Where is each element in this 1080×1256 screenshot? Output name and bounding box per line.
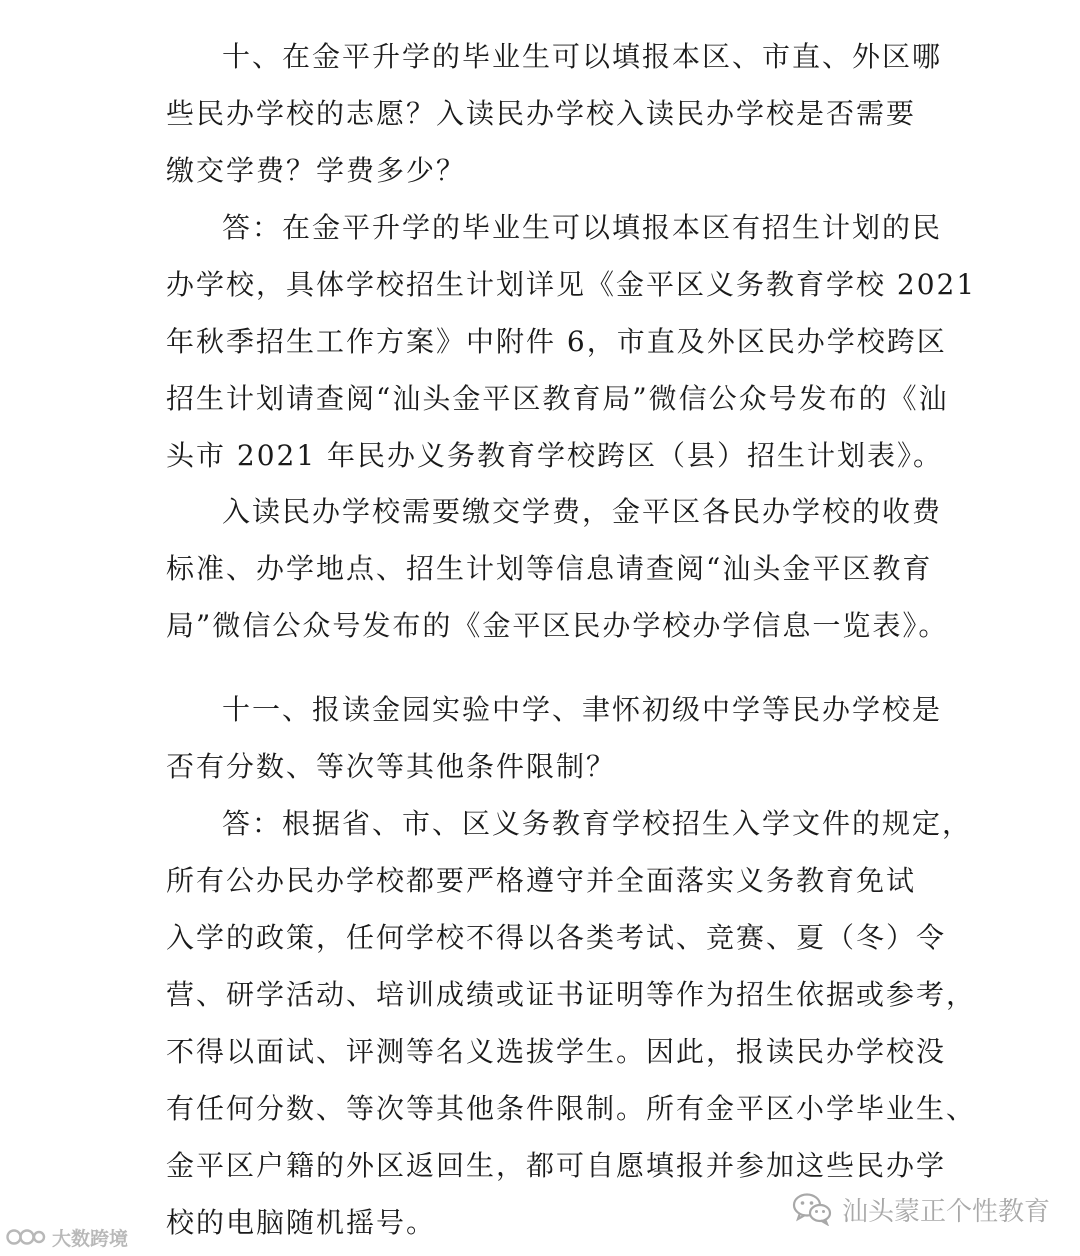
watermark-wechat-account xyxy=(792,1189,1050,1229)
answer-11-line: 校的电脑随机摇号。 xyxy=(166,1206,437,1239)
answer-10-fee-line: 入读民办学校需要缴交学费，金平区各民办学校的收费 xyxy=(222,495,943,528)
answer-11-line: 有任何分数、等次等其他条件限制。所有金平区小学毕业生、 xyxy=(166,1092,977,1125)
answer-10-fee-paragraph xyxy=(166,483,949,654)
bigdata-logo-icon xyxy=(6,1226,46,1248)
answer-10-line: 答：在金平升学的毕业生可以填报本区有招生计划的民 xyxy=(222,211,943,244)
answer-10-line: 头市 2021 年民办义务教育学校跨区（县）招生计划表》。 xyxy=(166,439,944,472)
watermark-bigdata xyxy=(6,1224,128,1250)
question-11-line: 否有分数、等次等其他条件限制？ xyxy=(166,750,617,783)
answer-10 xyxy=(166,199,977,484)
wechat-icon xyxy=(792,1192,832,1226)
answer-11-line: 金平区户籍的外区返回生，都可自愿填报并参加这些民办学 xyxy=(166,1149,947,1182)
answer-10-fee-line: 标准、办学地点、招生计划等信息请查阅“汕头金平区教育 xyxy=(166,552,933,585)
question-10-line: 缴交学费？学费多少？ xyxy=(166,154,467,187)
answer-10-line: 招生计划请查阅“汕头金平区教育局”微信公众号发布的《汕 xyxy=(166,382,949,415)
question-10-line: 十、在金平升学的毕业生可以填报本区、市直、外区哪 xyxy=(222,40,943,73)
watermark-left-text: 大数跨境 xyxy=(52,1227,129,1250)
answer-10-fee-line: 局”微信公众号发布的《金平区民办学校办学信息一览表》。 xyxy=(166,609,949,642)
question-11-line: 十一、报读金园实验中学、聿怀初级中学等民办学校是 xyxy=(222,693,943,726)
answer-10-line: 办学校，具体学校招生计划详见《金平区义务教育学校 2021 xyxy=(166,268,977,301)
question-10 xyxy=(166,28,943,199)
answer-11-line: 答：根据省、市、区义务教育学校招生入学文件的规定， xyxy=(222,807,973,840)
answer-11-line: 入学的政策，任何学校不得以各类考试、竞赛、夏（冬）令 xyxy=(166,921,947,954)
answer-11-line: 所有公办民办学校都要严格遵守并全面落实义务教育免试 xyxy=(166,864,917,897)
question-10-line: 些民办学校的志愿？入读民办学校入读民办学校是否需要 xyxy=(166,97,917,130)
answer-11-line: 营、研学活动、培训成绩或证书证明等作为招生依据或参考， xyxy=(166,978,977,1011)
watermark-right-text: 汕头蒙正个性教育 xyxy=(842,1196,1051,1227)
answer-10-line: 年秋季招生工作方案》中附件 6，市直及外区民办学校跨区 xyxy=(166,325,947,358)
question-11 xyxy=(166,681,943,795)
answer-11-line: 不得以面试、评测等名义选拔学生。因此，报读民办学校没 xyxy=(166,1035,947,1068)
